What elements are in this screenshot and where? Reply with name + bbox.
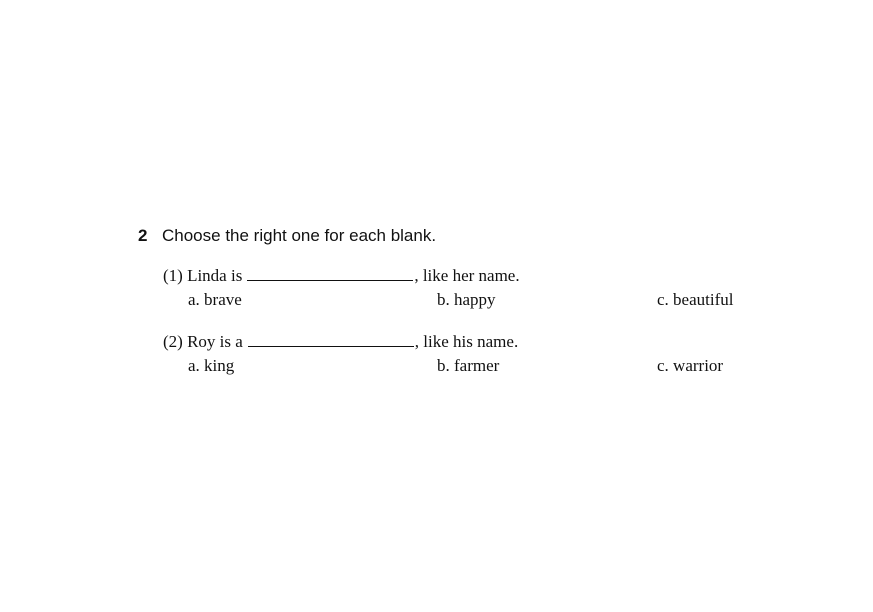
question-2-stem <box>163 330 838 352</box>
exercise-2 <box>138 226 838 378</box>
question-2-text-before: (2) Roy is a <box>163 332 243 351</box>
question-2-text-after: , like his name. <box>414 332 519 351</box>
question-2 <box>163 330 838 378</box>
question-2-blank[interactable] <box>248 330 414 347</box>
question-1-text-after: , like her name. <box>414 266 520 285</box>
exercise-heading <box>138 226 838 248</box>
question-2-option-a[interactable]: a. king <box>188 356 235 375</box>
question-1-text-before: (1) Linda is <box>163 266 243 285</box>
question-1-option-c[interactable]: c. beautiful <box>657 290 734 309</box>
question-2-option-b[interactable]: b. farmer <box>437 356 500 375</box>
question-1-stem <box>163 264 838 286</box>
question-1-option-b[interactable]: b. happy <box>437 290 496 309</box>
exercise-number: 2 <box>138 226 148 245</box>
question-2-options <box>163 356 838 378</box>
exercise-instruction: Choose the right one for each blank. <box>162 226 437 245</box>
question-1-blank[interactable] <box>247 264 413 281</box>
question-2-option-c[interactable]: c. warrior <box>657 356 724 375</box>
question-1 <box>163 264 838 312</box>
question-1-options <box>163 290 838 312</box>
question-1-option-a[interactable]: a. brave <box>188 290 242 309</box>
